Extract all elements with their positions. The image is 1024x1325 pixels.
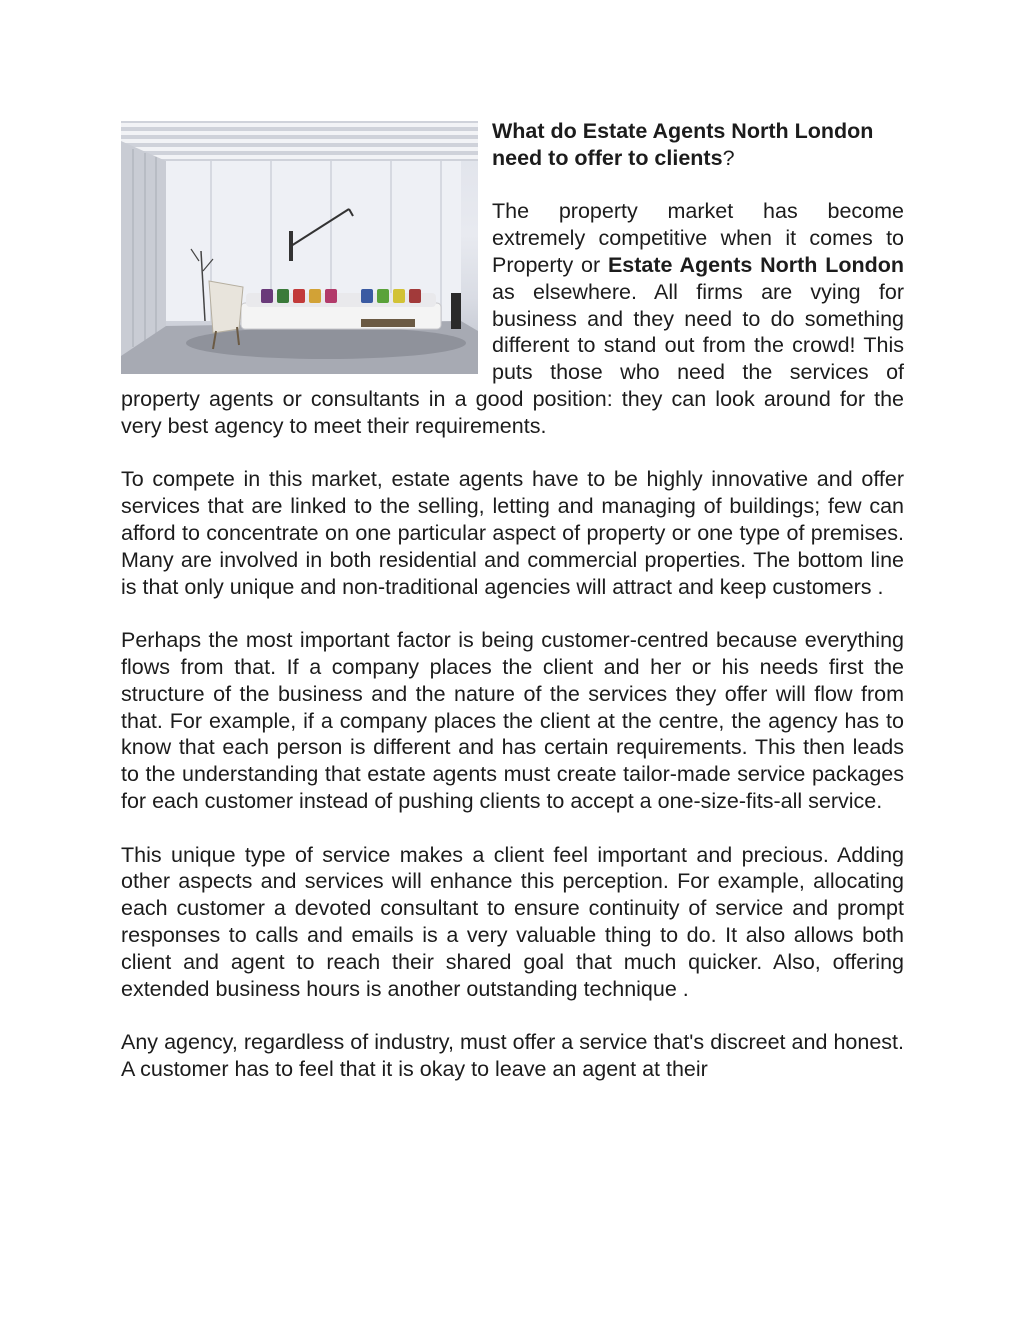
paragraph-1-start: The property market has become extremely competitive when it comes to Property or xyxy=(492,199,904,277)
paragraph-5: Any agency, regardless of industry, must offer a service that's discreet and honest. A customer has to feel that it is okay to leave an agent at their xyxy=(121,1030,904,1081)
article-title-text: What do Estate Agents North London need to offer to clients xyxy=(492,119,874,170)
paragraph-1-end: as elsewhere. All firms are vying for business and they need to do something different to stand out from the crowd! This puts those who need the services of property agents or consultants in a good position: they can look around for the very best agency to meet their requirements. xyxy=(121,279,904,438)
paragraph-3: Perhaps the most important factor is being customer-centred because everything flows from that. If a company places the client and her or his needs first the structure of the business and the nature of the services they offer will flow from that. For example, if a company places the client at the centre, the agency has to know that each person is different and has certain requirements. This then leads to the understanding that estate agents must create tailor-made service packages for each customer instead of pushing clients to accept a one-size-fits-all service. xyxy=(121,628,904,813)
paragraph-1-keyword: Estate Agents North London xyxy=(607,252,904,277)
living-room-photo xyxy=(121,121,478,374)
paragraph-4: This unique type of service makes a client feel important and precious. Adding other aspects and services will enhance this perception. For example, allocating each customer a devoted consultant to ensure continuity of service and prompt responses to calls and emails is a very valuable thing to do. It also allows both client and agent to reach their shared goal that much quicker. Also, offering extended business hours is another outstanding technique . xyxy=(121,842,904,1001)
document-page xyxy=(121,118,904,1109)
paragraph-2: To compete in this market, estate agents have to be highly innovative and offer services that are linked to the selling, letting and managing of buildings; few can afford to concentrate on one particular aspect of property or one type of premises. Many are involved in both residential and commercial properties. The bottom line is that only unique and non-traditional agencies will attract and keep customers . xyxy=(121,467,904,599)
article-title-mark: ? xyxy=(722,145,735,170)
